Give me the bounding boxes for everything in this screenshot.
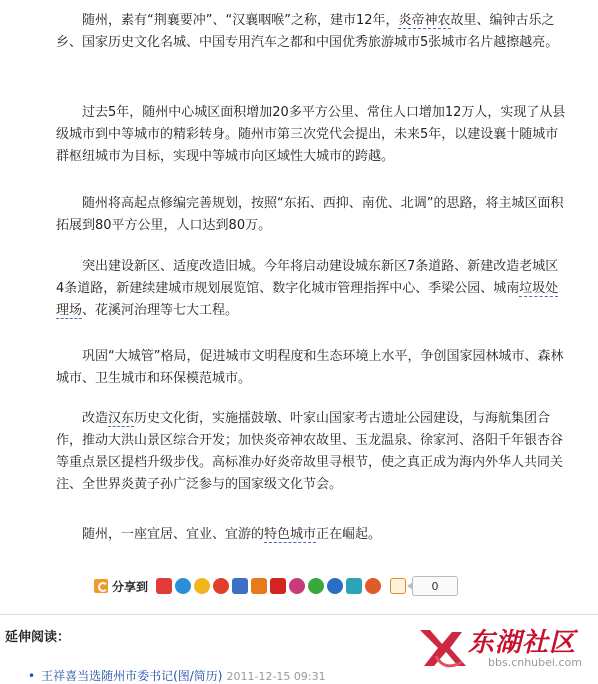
- keyword-link[interactable]: 汉东: [108, 411, 135, 426]
- more-share-icon[interactable]: [390, 578, 406, 594]
- share-icon-4[interactable]: [213, 578, 229, 594]
- share-label: 分享到: [112, 579, 149, 594]
- paragraph: [56, 256, 566, 322]
- paragraph-text: 随州将高起点修编完善规划，按照“东拓、西抑、南优、北调”的思路，将主城区面积拓展到80平方公里，人口达到80万。: [56, 196, 564, 233]
- share-bar: [94, 576, 474, 596]
- share-count: 0: [412, 576, 458, 596]
- paragraph-text: 故里、编钟古乐之乡、国家历史文化名城、中国专用汽车之都和中国优秀旅游城市5张城市名片越擦越亮。: [56, 13, 559, 50]
- share-icons: [156, 578, 384, 594]
- share-icon-2[interactable]: [175, 578, 191, 594]
- keyword-link[interactable]: 特色城市: [264, 527, 317, 542]
- related-item[interactable]: [28, 667, 326, 684]
- share-icon[interactable]: [94, 579, 108, 593]
- paragraph-text: 改造: [82, 411, 109, 426]
- paragraph-text: 、花溪河治理等七大工程。: [82, 303, 239, 318]
- bullet-icon: •: [28, 669, 36, 683]
- share-icon-12[interactable]: [365, 578, 381, 594]
- share-icon-5[interactable]: [232, 578, 248, 594]
- related-reading-title: 延伸阅读：: [5, 630, 71, 645]
- watermark-url: bbs.cnhubei.com: [488, 656, 582, 669]
- share-icon-11[interactable]: [346, 578, 362, 594]
- watermark: [414, 620, 594, 676]
- share-icon-10[interactable]: [327, 578, 343, 594]
- share-icon-8[interactable]: [289, 578, 305, 594]
- paragraph-text: 历史文化街，实施擂鼓墩、叶家山国家考古遗址公园建设，与海航集团合作，推动大洪山景区综合开发；加快炎帝神农故里、玉龙温泉、徐家河、洛阳千年银杏谷等重点景区提档升级步伐。高标准办好炎帝故里寻根节，使之真正成为海内外华人共同关注、全世界炎黄子孙广泛参与的国家级文化节会。: [56, 411, 564, 492]
- paragraph: [56, 346, 566, 390]
- paragraph-text: 突出建设新区、适度改造旧城。今年将启动建设城东新区7条道路、新建改造老城区4条道路，新建续建城市规划展览馆、数字化城市管理指挥中心、季梁公园、城南: [56, 259, 559, 296]
- paragraph-text: 过去5年，随州中心城区面积增加20多平方公里、常住人口增加12万人，实现了从县级城市到中等城市的精彩转身。随州市第三次党代会提出，未来5年，以建设襄十随城市群枢纽城市为目标，实现中等城市向区域性大城市的跨越。: [56, 105, 566, 164]
- watermark-logo-icon: [414, 622, 468, 672]
- paragraph: [56, 408, 566, 496]
- share-icon-1[interactable]: [156, 578, 172, 594]
- share-icon-7[interactable]: [270, 578, 286, 594]
- keyword-link[interactable]: 垃圾处理场: [56, 281, 559, 318]
- paragraph: [56, 10, 566, 54]
- paragraph-text: 随州，素有“荆襄要冲”、“汉襄咽喉”之称，建市12年，: [82, 13, 399, 28]
- watermark-name: 东湖社区: [468, 628, 577, 658]
- paragraph-text: 正在崛起。: [316, 527, 382, 542]
- paragraph: [56, 524, 566, 546]
- paragraph-text: 巩固“大城管”格局，促进城市文明程度和生态环境上水平，争创国家园林城市、森林城市、卫生城市和环保模范城市。: [56, 349, 564, 386]
- keyword-link[interactable]: 炎帝神农: [398, 13, 451, 28]
- related-link[interactable]: 王祥喜当选随州市委书记(图/简历): [41, 669, 223, 683]
- related-date: 2011-12-15 09:31: [226, 670, 326, 683]
- share-icon-9[interactable]: [308, 578, 324, 594]
- paragraph-text: 随州，一座宜居、宜业、宜游的: [82, 527, 265, 542]
- share-icon-6[interactable]: [251, 578, 267, 594]
- paragraph: [56, 193, 566, 237]
- paragraph: [56, 102, 566, 168]
- divider: [0, 614, 598, 615]
- share-icon-3[interactable]: [194, 578, 210, 594]
